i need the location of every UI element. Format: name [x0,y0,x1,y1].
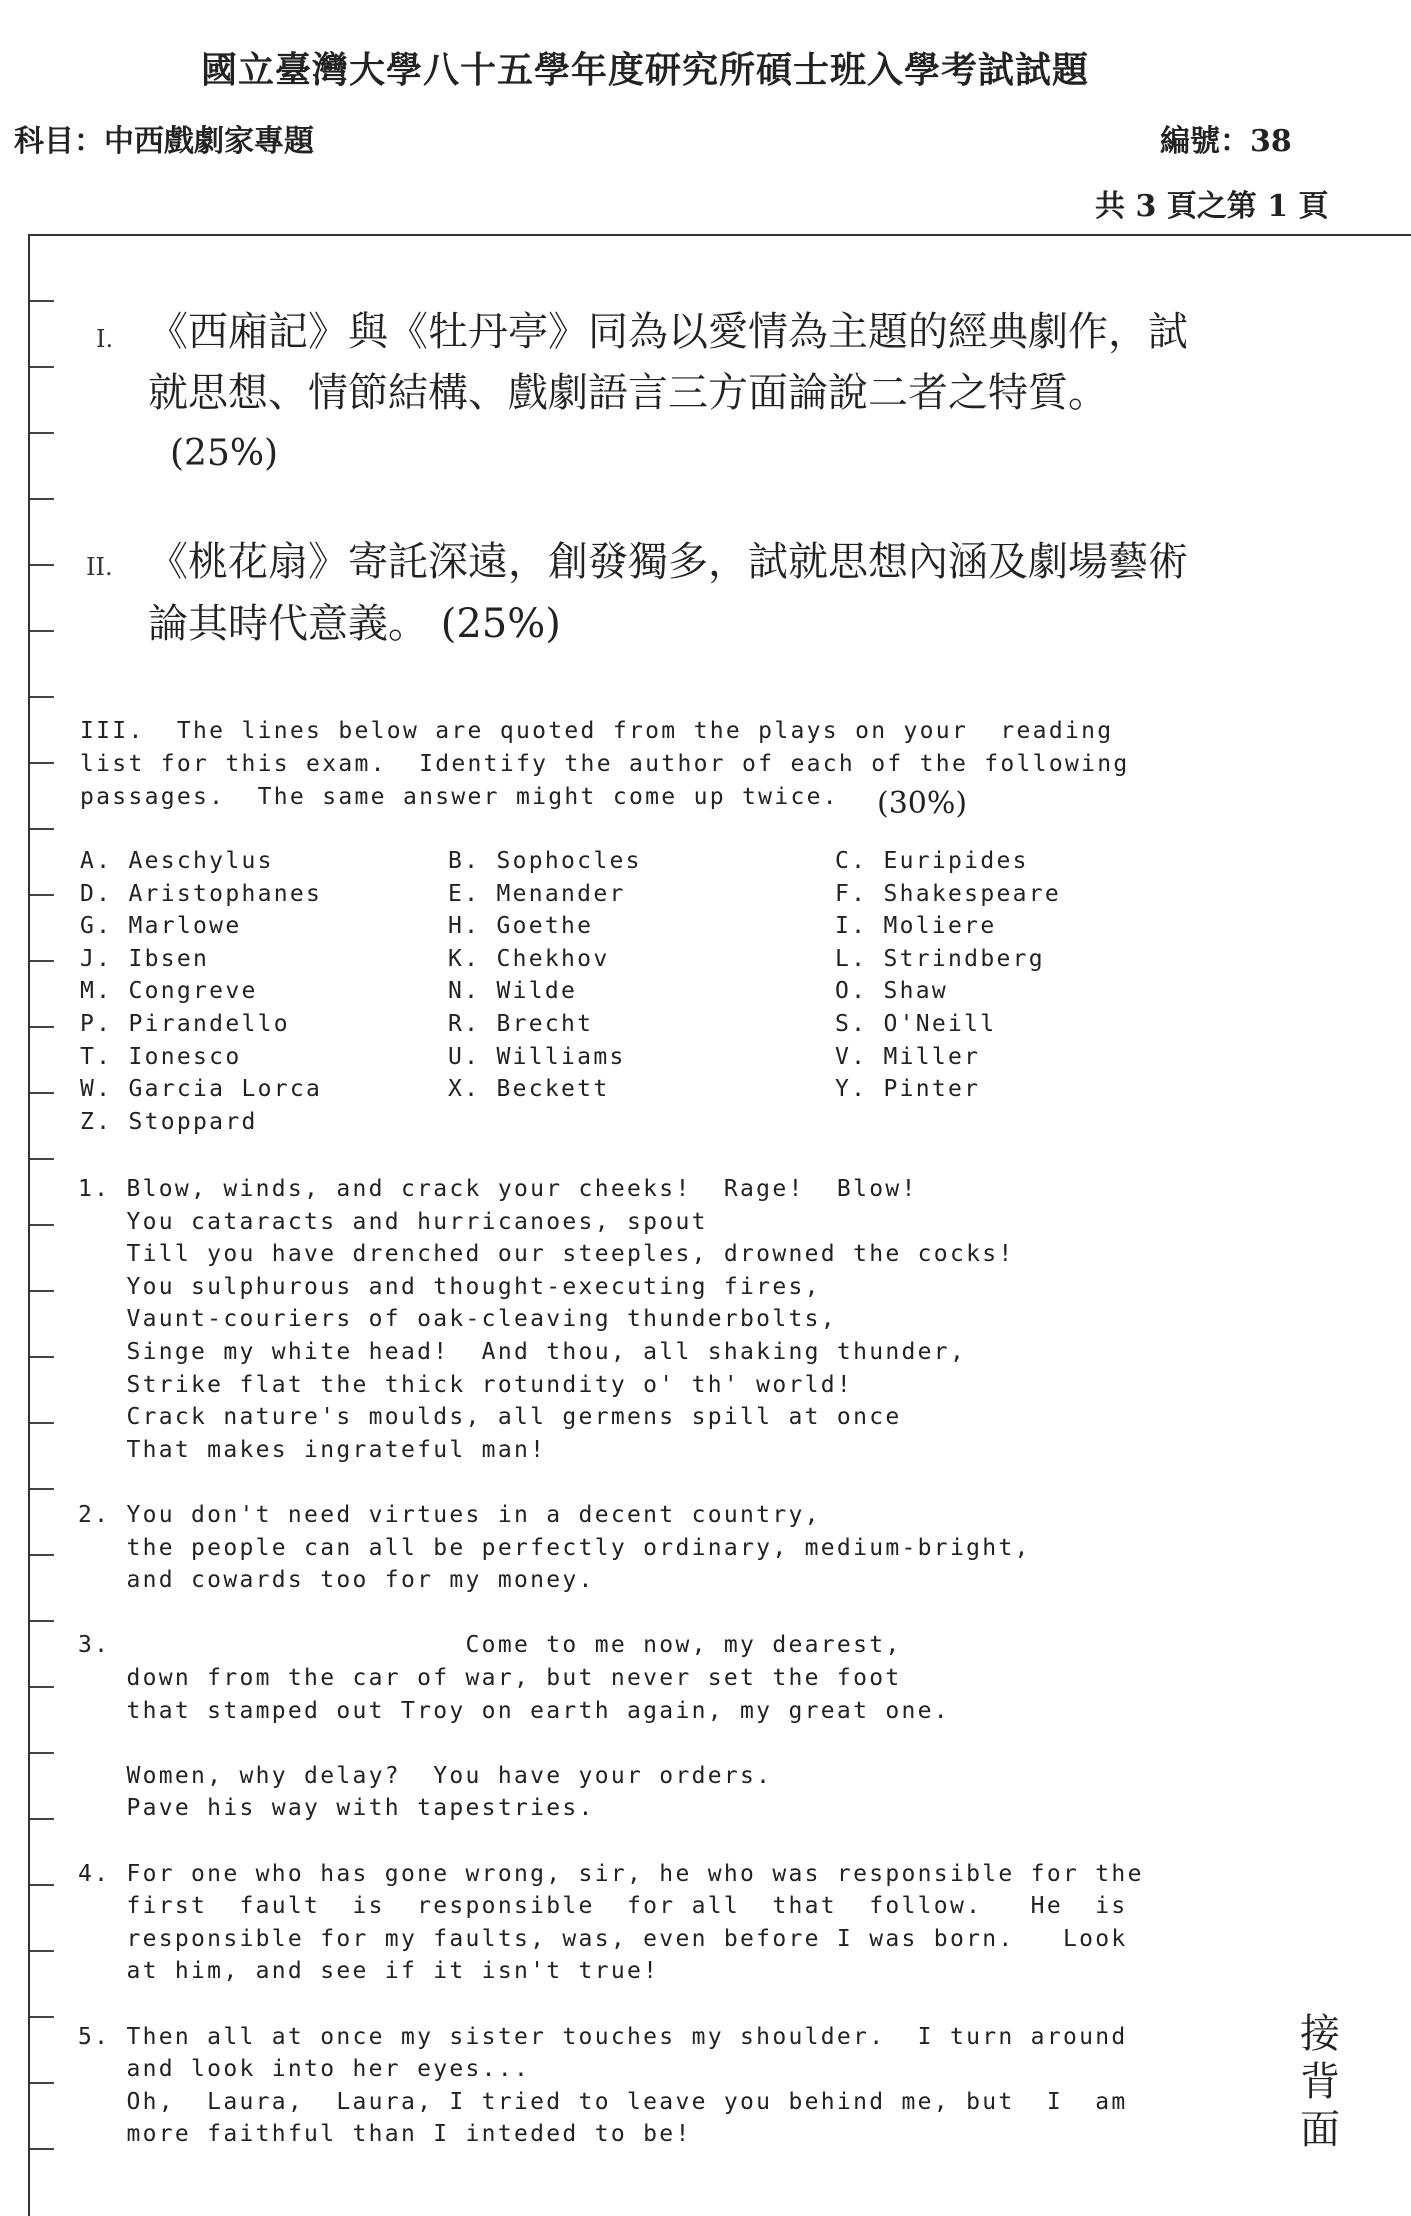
question-3-intro: list for this exam. Identify the author of each of the following [80,751,1130,777]
margin-tick [30,1752,54,1754]
margin-tick [30,1620,54,1622]
passage-line: Singe my white head! And thou, all shaking thunder, [78,1339,967,1365]
passage-line: Pave his way with tapestries. [78,1795,595,1822]
author-option: U. Williams [448,1043,626,1070]
passage-line: Vaunt-couriers of oak-cleaving thunderbolts, [78,1306,837,1333]
passage-line: That makes ingrateful man! [78,1436,547,1463]
passage-line: that stamped out Troy on earth again, my great one. [78,1697,950,1724]
passage-line: Women, why delay? You have your orders. [78,1762,773,1789]
passage-line: down from the car of war, but never set the foot [78,1665,902,1691]
author-option: L. Strindberg [835,945,1045,972]
page-info: 共 3 頁之第 1 頁 [1095,189,1329,224]
passage-line: You sulphurous and thought-executing fires, [78,1273,821,1300]
margin-tick [30,1488,54,1490]
margin-tick [30,1092,54,1094]
margin-tick [30,1422,54,1424]
question-3-intro: passages. The same answer might come up twice. [80,784,839,810]
margin-tick [30,366,54,368]
passage-line: first fault is responsible for all that follow. He is [78,1893,1128,1920]
author-option: W. Garcia Lorca [80,1076,323,1103]
margin-tick [30,1158,54,1160]
exam-code: 編號：38 [1160,124,1292,159]
passage-line: Crack nature's moulds, all germens spill at once [78,1404,902,1431]
author-option: V. Miller [835,1043,981,1070]
author-option: F. Shakespeare [835,880,1062,907]
author-option: K. Chekhov [448,945,610,972]
passage-line: 5. Then all at once my sister touches my shoulder. I turn around [78,2023,1128,2050]
margin-tick [30,894,54,896]
margin-tick [30,630,54,632]
question-2-line: 《桃花扇》寄託深遠，創發獨多，試就思想內涵及劇場藝術 [148,539,1188,585]
author-option: O. Shaw [835,978,949,1005]
margin-tick [30,2016,54,2018]
margin-tick [30,762,54,764]
question-1-line: 就思想、情節結構、戲劇語言三方面論說二者之特質。 [148,370,1108,416]
passage-line: 3. Come to me now, my dearest, [78,1632,902,1659]
passage-line: responsible for my faults, was, even before I was born. Look [78,1925,1128,1952]
margin-tick [30,2148,54,2150]
author-option: I. Moliere [835,913,997,940]
passage-line: 4. For one who has gone wrong, sir, he who was responsible for the [78,1860,1144,1887]
margin-tick [30,300,54,302]
margin-tick [30,1356,54,1358]
passage-line: 1. Blow, winds, and crack your cheeks! Rage! Blow! [78,1176,918,1202]
passage-line: Oh, Laura, Laura, I tried to leave you behind me, but I am [78,2088,1128,2115]
passage-line: Strike flat the thick rotundity o' th' world! [78,1371,854,1398]
margin-tick [30,1950,54,1952]
author-option: B. Sophocles [448,848,642,874]
author-option: Z. Stoppard [80,1108,258,1135]
author-option: T. Ionesco [80,1043,242,1070]
question-2-number: II. [86,553,113,581]
passage-line: more faithful than I inteded to be! [78,2121,692,2148]
question-1-number: I. [96,325,114,353]
author-option: E. Menander [448,880,626,907]
question-3-score: (30%) [877,786,968,821]
passage-line: You cataracts and hurricanoes, spout [78,1208,708,1235]
margin-tick [30,696,54,698]
margin-tick [30,1290,54,1292]
margin-tick [30,2082,54,2084]
author-option: S. O'Neill [835,1011,997,1037]
margin-tick [30,1554,54,1556]
margin-tick [30,1686,54,1688]
question-1-line: 《西廂記》與《牡丹亭》同為以愛情為主題的經典劇作，試 [148,309,1188,355]
passage-line: the people can all be perfectly ordinary, medium-bright, [78,1534,1031,1561]
question-3-intro: III. The lines below are quoted from the plays on your reading [80,718,1114,744]
author-option: H. Goethe [448,913,594,940]
margin-tick [30,828,54,830]
margin-tick [30,1026,54,1028]
margin-tick [30,498,54,500]
author-option: P. Pirandello [80,1011,290,1037]
question-1-score: (25%) [170,433,279,474]
margin-tick [30,960,54,962]
author-option: X. Beckett [448,1076,610,1103]
exam-title: 國立臺灣大學八十五學年度研究所碩士班入學考試試題 [200,49,1089,91]
passage-line: and cowards too for my money. [78,1567,595,1594]
author-option: R. Brecht [448,1011,594,1037]
passage-line: 2. You don't need virtues in a decent country, [78,1502,821,1528]
question-2-line: 論其時代意義。 (25%) [148,601,561,647]
margin-tick [30,564,54,566]
turn-over-note: 接背面 [1300,2011,1340,2153]
margin-tick [30,1884,54,1886]
author-option: Y. Pinter [835,1076,981,1103]
passage-line: at him, and see if it isn't true! [78,1958,660,1985]
margin-tick [30,432,54,434]
margin-tick [30,1818,54,1820]
passage-line: Till you have drenched our steeples, drowned the cocks! [78,1241,1015,1268]
author-option: C. Euripides [835,848,1029,874]
subject-label: 科目：中西戲劇家專題 [14,124,314,159]
author-option: G. Marlowe [80,913,242,940]
author-option: M. Congreve [80,978,258,1005]
author-option: J. Ibsen [80,945,210,972]
author-option: N. Wilde [448,978,578,1005]
margin-tick [30,1224,54,1226]
passage-line: and look into her eyes... [78,2056,531,2083]
author-option: A. Aeschylus [80,848,274,874]
author-option: D. Aristophanes [80,880,323,907]
